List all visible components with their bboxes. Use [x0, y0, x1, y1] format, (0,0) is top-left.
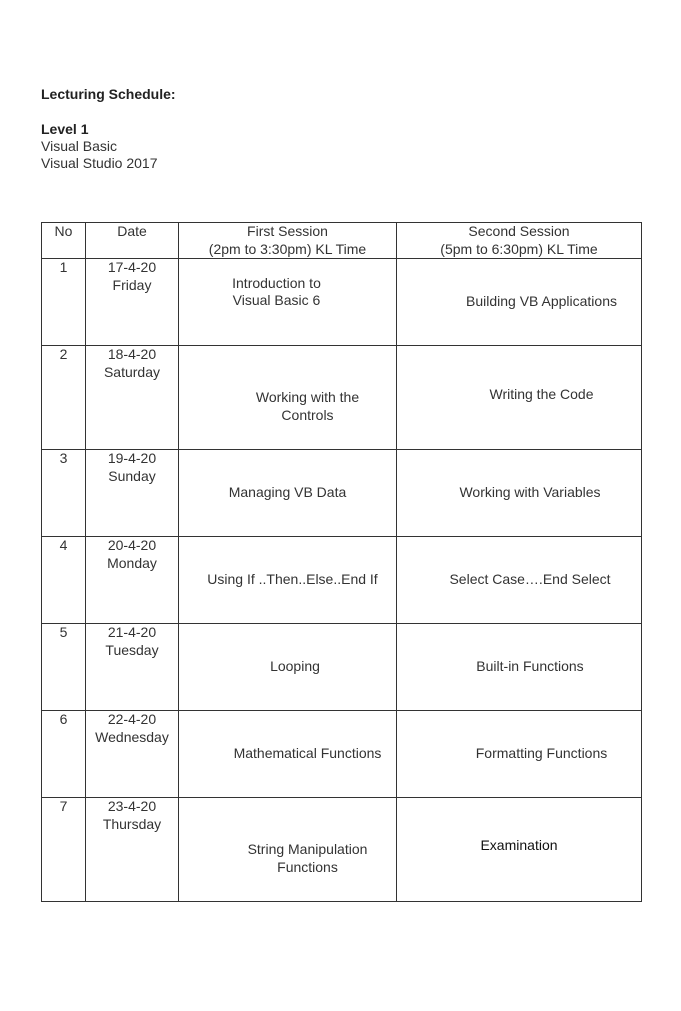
header-second-session-title: Second Session: [468, 223, 570, 239]
row-second-session: [397, 537, 642, 624]
table-row: [42, 537, 642, 624]
header-first-session: [179, 223, 397, 259]
page-title: Lecturing Schedule:: [41, 86, 176, 102]
row-date: [86, 624, 179, 711]
row-date: [86, 711, 179, 798]
table-row: [42, 346, 642, 450]
row-first-session: [179, 259, 397, 346]
header-date: Date: [86, 223, 179, 259]
first-session-text: Mathematical Functions: [233, 745, 382, 762]
subject-label: Visual Basic: [41, 138, 118, 154]
first-session-text: Working with the Controls: [255, 389, 360, 423]
row-second-session: [397, 624, 642, 711]
table-header-row: [42, 223, 642, 259]
row-date-value: 20-4-20: [107, 537, 157, 553]
first-session-text: Managing VB Data: [228, 484, 347, 501]
header-first-session-time: (2pm to 3:30pm) KL Time: [208, 240, 367, 257]
row-date-value: 21-4-20: [107, 624, 157, 640]
table-row: [42, 711, 642, 798]
row-second-session: [397, 711, 642, 798]
row-day-value: Friday: [112, 276, 152, 293]
second-session-text: Building VB Applications: [466, 293, 617, 310]
table-row: [42, 450, 642, 537]
row-day-value: Thursday: [102, 815, 162, 832]
second-session-text: Formatting Functions: [475, 745, 608, 762]
row-no: 1: [42, 259, 86, 346]
row-no: 6: [42, 711, 86, 798]
row-date: [86, 450, 179, 537]
row-second-session: [397, 798, 642, 902]
second-session-text: Writing the Code: [489, 385, 594, 402]
table-row: [42, 798, 642, 902]
row-first-session: [179, 624, 397, 711]
row-date-value: 23-4-20: [107, 798, 157, 814]
row-day-value: Saturday: [103, 363, 161, 380]
header-second-session-time: (5pm to 6:30pm) KL Time: [440, 240, 598, 257]
row-date: [86, 537, 179, 624]
row-date-value: 19-4-20: [107, 450, 157, 466]
row-day-value: Tuesday: [105, 641, 159, 658]
row-date-value: 22-4-20: [107, 711, 157, 727]
first-session-text: Using If ..Then..Else..End If: [207, 571, 378, 588]
schedule-table: [41, 222, 642, 902]
second-session-text: Built-in Functions: [476, 658, 584, 675]
first-session-text: Looping: [270, 658, 320, 675]
tool-label: Visual Studio 2017: [41, 155, 158, 171]
row-first-session: [179, 711, 397, 798]
second-session-text: Examination: [480, 836, 558, 853]
row-date: [86, 798, 179, 902]
second-session-text: Working with Variables: [459, 484, 601, 501]
row-date: [86, 259, 179, 346]
row-first-session: [179, 346, 397, 450]
header-no: No: [42, 223, 86, 259]
second-session-text: Select Case….End Select: [449, 571, 611, 588]
row-second-session: [397, 259, 642, 346]
row-no: 3: [42, 450, 86, 537]
table-row: [42, 624, 642, 711]
row-first-session: [179, 798, 397, 902]
first-session-text: String Manipulation Functions: [247, 841, 368, 875]
first-session-text: Introduction to Visual Basic 6: [232, 274, 321, 308]
level-label: Level 1: [41, 121, 89, 137]
row-date: [86, 346, 179, 450]
row-day-value: Sunday: [108, 467, 156, 484]
row-no: 5: [42, 624, 86, 711]
header-first-session-title: First Session: [247, 223, 328, 239]
row-second-session: [397, 346, 642, 450]
row-date-value: 17-4-20: [107, 259, 157, 275]
row-no: 2: [42, 346, 86, 450]
row-date-value: 18-4-20: [107, 346, 157, 362]
row-first-session: [179, 537, 397, 624]
table-row: [42, 259, 642, 346]
row-no: 4: [42, 537, 86, 624]
row-second-session: [397, 450, 642, 537]
row-day-value: Monday: [107, 554, 157, 571]
row-day-value: Wednesday: [95, 728, 169, 745]
row-first-session: [179, 450, 397, 537]
header-second-session: [397, 223, 642, 259]
row-no: 7: [42, 798, 86, 902]
